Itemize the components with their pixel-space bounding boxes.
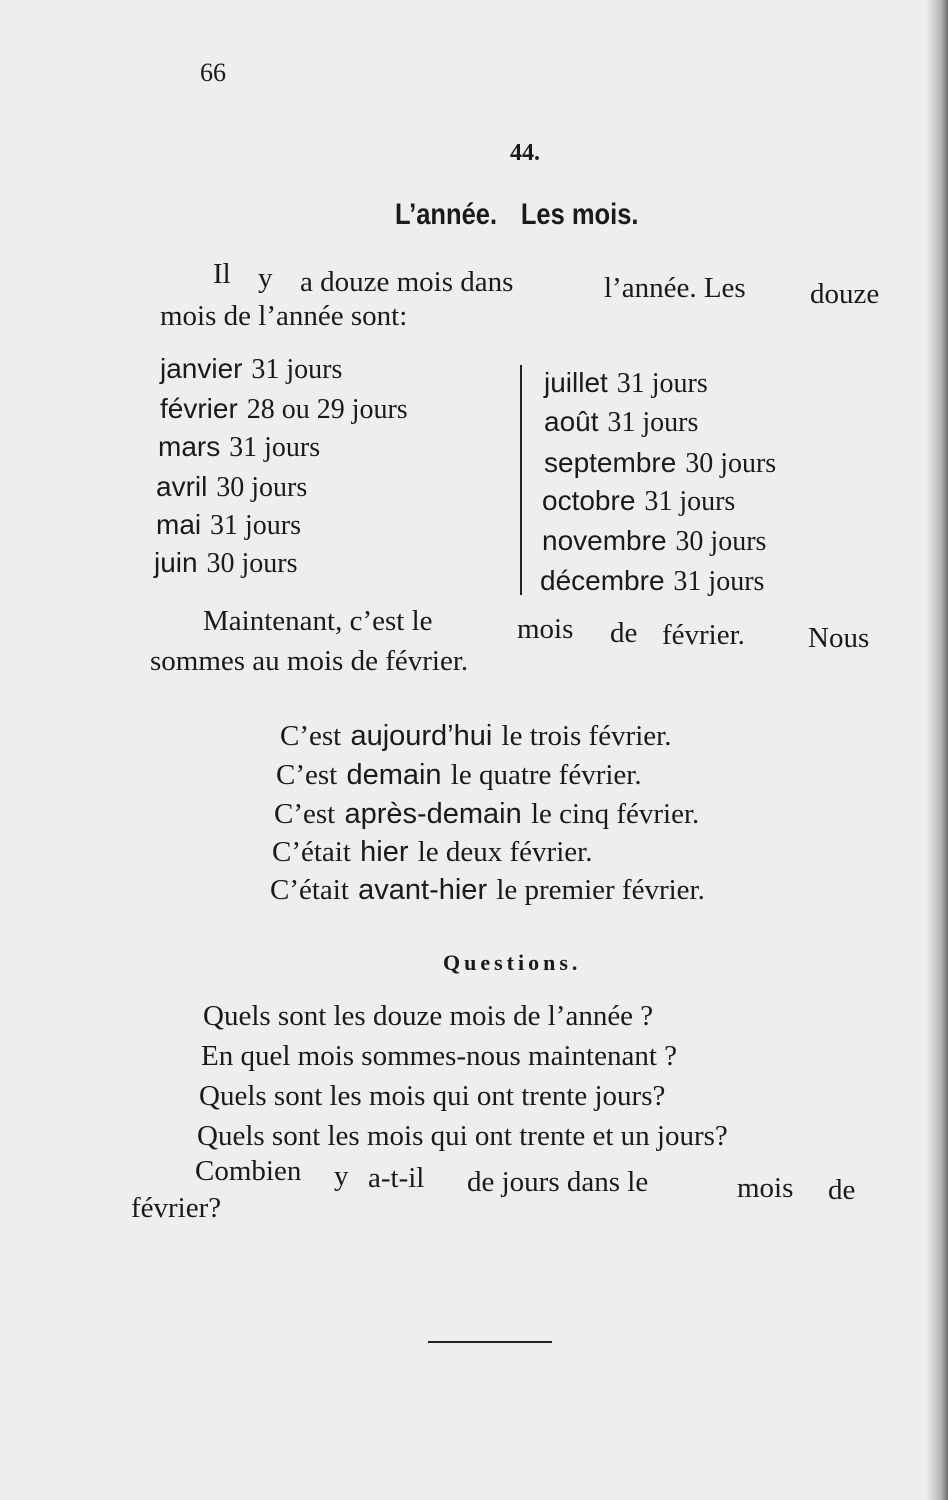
now-word: Nous (808, 622, 870, 654)
month-name: juin (154, 547, 198, 578)
date-keyword: avant-hier (358, 874, 488, 906)
now-word: Maintenant, c’est le (203, 605, 433, 637)
month-days: 31 jours (229, 432, 321, 463)
date-keyword: aujourd’hui (350, 720, 493, 752)
month-name: septembre (544, 447, 677, 478)
month-entry (154, 546, 298, 580)
title-part-year: L’année. (395, 198, 498, 231)
date-line (270, 872, 705, 907)
question-word: a-t-il (368, 1162, 425, 1194)
question-word: de jours dans le (467, 1166, 649, 1198)
month-days: 30 jours (685, 448, 777, 479)
intro-word: l’année. Les (604, 272, 746, 304)
month-days: 28 ou 29 jours (246, 394, 408, 425)
month-name: mars (158, 431, 221, 462)
intro-word: Il (213, 258, 231, 290)
date-keyword: hier (360, 836, 409, 868)
month-name: janvier (160, 353, 243, 384)
date-prefix: C’était (272, 836, 351, 868)
month-days: 31 jours (644, 486, 736, 517)
date-keyword: après-demain (344, 798, 522, 830)
month-days: 30 jours (216, 472, 308, 503)
date-line (276, 757, 642, 792)
month-days: 31 jours (673, 566, 765, 597)
date-rest: le quatre février. (450, 759, 642, 791)
question-word: Combien (195, 1155, 302, 1187)
question-continuation: février? (131, 1192, 222, 1224)
now-word: mois (517, 613, 574, 645)
now-word: de (610, 617, 638, 649)
date-prefix: C’est (280, 720, 342, 752)
month-days: 30 jours (675, 526, 767, 557)
month-entry (544, 446, 776, 480)
date-keyword: demain (346, 759, 442, 791)
month-entry (540, 564, 764, 598)
month-entry (160, 352, 342, 386)
month-name: février (160, 393, 238, 424)
now-line-2: sommes au mois de février. (150, 645, 469, 677)
month-days: 31 jours (607, 407, 699, 438)
date-rest: le cinq février. (530, 798, 700, 830)
month-entry (156, 470, 307, 504)
month-days: 31 jours (616, 368, 708, 399)
month-days: 31 jours (251, 354, 343, 385)
month-name: juillet (544, 367, 608, 398)
intro-word: douze (810, 278, 880, 310)
month-name: octobre (542, 485, 636, 516)
end-rule (428, 1341, 552, 1343)
date-line (274, 796, 699, 831)
title-part-months: Les mois. (520, 198, 639, 231)
date-prefix: C’était (270, 874, 349, 906)
lesson-number: 44. (510, 140, 540, 166)
date-rest: le deux février. (417, 836, 593, 868)
month-name: novembre (542, 525, 667, 556)
page-title (395, 198, 638, 232)
month-entry (542, 524, 766, 558)
month-entry (158, 430, 320, 464)
month-entry (156, 508, 301, 542)
month-days: 30 jours (206, 548, 298, 579)
intro-word: y (258, 262, 273, 294)
question: En quel mois sommes-nous maintenant ? (201, 1040, 678, 1072)
month-name: décembre (540, 565, 665, 596)
question-word: mois (737, 1172, 794, 1204)
month-days: 31 jours (210, 510, 302, 541)
question: Quels sont les douze mois de l’année ? (203, 1000, 654, 1032)
month-name: août (544, 406, 599, 437)
date-line (272, 834, 592, 869)
date-rest: le premier février. (496, 874, 705, 906)
page-number: 66 (200, 58, 226, 87)
questions-heading: Questions. (443, 950, 582, 975)
month-entry (544, 405, 698, 439)
now-word: février. (662, 619, 745, 651)
question: Quels sont les mois qui ont trente jours? (199, 1080, 666, 1112)
month-name: mai (156, 509, 202, 540)
month-entry (544, 366, 708, 400)
intro-line-2: mois de l’année sont: (160, 300, 408, 332)
question: Quels sont les mois qui ont trente et un jours? (197, 1120, 728, 1152)
column-divider (520, 365, 522, 595)
intro-word: a douze mois dans (300, 266, 514, 298)
month-entry (542, 484, 735, 518)
date-line (280, 718, 671, 753)
date-prefix: C’est (276, 759, 338, 791)
page-edge-shadow (926, 0, 948, 1500)
date-rest: le trois février. (501, 720, 672, 752)
question-word: y (334, 1160, 349, 1192)
month-name: avril (156, 471, 208, 502)
date-prefix: C’est (274, 798, 336, 830)
month-entry (160, 392, 408, 426)
question-word: de (828, 1174, 856, 1206)
